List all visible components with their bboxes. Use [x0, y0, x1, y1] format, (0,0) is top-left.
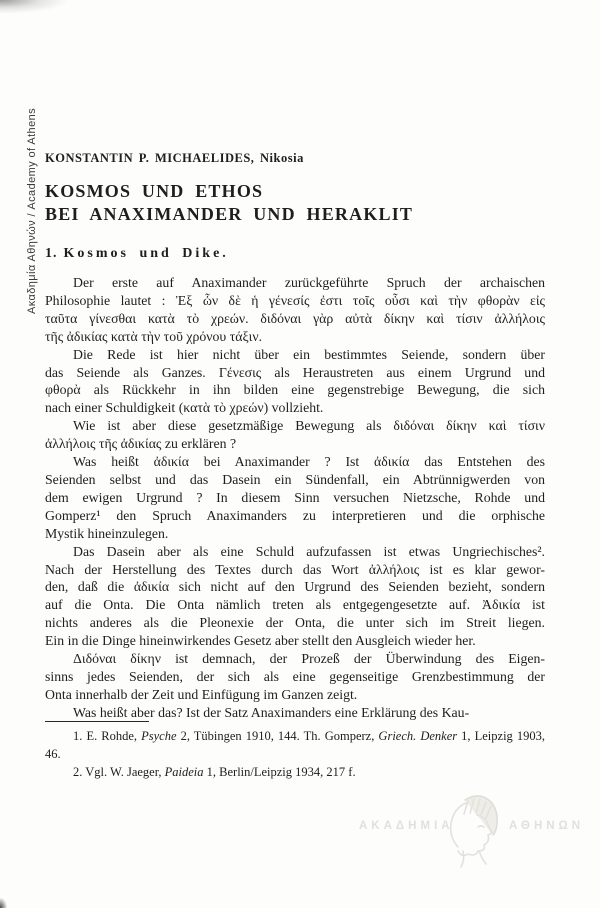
text-line: Was heißt aber das? Ist der Satz Anaximanders eine Erklärung des Kau-: [73, 704, 470, 720]
section-title: Kosmos und Dike.: [63, 246, 229, 261]
text-line: Nach der Herstellung des Textes durch das Wort ἀλλήλοις ist es klar gewor-: [45, 561, 545, 577]
library-stamp-vertical: Ακαδημία Αθηνών / Academy of Athens: [26, 107, 38, 314]
text-line: Wie ist aber diese gesetzmäßige Bewegung als διδόναι δίκην καὶ τίσιν: [73, 418, 545, 434]
paragraph: [45, 704, 545, 722]
title-line-2: BEI ANAXIMANDER UND HERAKLIT: [45, 203, 414, 224]
paragraph: [45, 274, 545, 346]
footnote-2: [45, 763, 545, 781]
footnote-work-title: Griech. Denker: [378, 729, 458, 743]
author-line: KONSTANTIN P. MICHAELIDES, Nikosia: [45, 151, 304, 165]
watermark-text-right: ΑΘΗΝΩΝ: [509, 820, 585, 832]
footnote-text: 1, Berlin/Leipzig 1934, 217 f.: [203, 765, 356, 780]
footnote-text: 2. Vgl. W. Jaeger,: [73, 765, 165, 780]
athena-head-emblem: [432, 790, 510, 870]
section-heading: [45, 246, 550, 262]
title-line-1: KOSMOS UND ETHOS: [45, 181, 264, 201]
text-line: ἀλλήλοις τῆς ἀδικίας zu erklären ?: [45, 436, 237, 452]
footnote-text: 1. E. Rohde,: [73, 729, 142, 743]
text-line: Seienden selbst und das Dasein ein Sündenfall, ein Abtrünnigwerden von: [45, 471, 545, 487]
text-line: Mystik hineinzulegen.: [45, 525, 169, 541]
text-line: Διδόναι δίκην ist demnach, der Prozeß der Überwindung des Eigen-: [73, 651, 545, 667]
text-line: sinns jedes Seienden, der sich als eine gegenseitige Grenzbestimmung der: [45, 668, 545, 684]
text-line: dem ewigen Urgrund ? In diesem Sinn versuchen Nietzsche, Rohde und: [45, 489, 545, 505]
scan-corner-shadow: [0, 0, 70, 14]
text-line: Philosophie lautet : Ἐξ ὧν δὲ ἡ γένεσίς ἐστι τοῖς οὖσι καὶ τὴν φθορὰν εἰς: [45, 292, 545, 308]
footnote-work-title: Psyche: [141, 729, 177, 743]
footnote-text: 2, Tübingen 1910, 144. Th. Gomperz,: [176, 729, 379, 743]
text-line: nichts anderes als die Pleonexie der Onta, die unter sich im Streit liegen.: [45, 615, 545, 631]
text-line: φθορὰ als Rückkehr in ihn bilden eine gegenstrebige Bewegung, die sich: [45, 382, 545, 398]
footnotes: [45, 727, 545, 782]
text-line: Der erste auf Anaximander zurückgeführte Spruch der archaischen: [73, 275, 545, 290]
article-title: [45, 180, 565, 225]
footnote-work-title: Paideia: [164, 765, 204, 780]
text-line: Was heißt ἀδικία bei Anaximander ? Ist ἀδικία das Entstehen des: [73, 454, 545, 470]
footnote-text: 1, Leipzig 1903, 46.: [45, 729, 545, 762]
text-line: Gomperz¹ den Spruch Anaximanders zu interpretieren und die orphische: [45, 507, 545, 523]
watermark-text-left: ΑΚΑΔΗΜΙΑ: [359, 820, 454, 832]
text-line: das Seiende als Ganzes. Γένεσις als Heraustreten aus einem Urgrund und: [45, 364, 545, 380]
text-line: Ein in die Dinge hineinwirkendes Gesetz aber stellt den Ausgleich wieder her.: [45, 633, 476, 649]
text-line: Das Dasein aber als eine Schuld aufzufassen ist etwas Ungriechisches².: [73, 543, 545, 559]
scan-artifact: [0, 898, 7, 908]
text-line: nach einer Schuldigkeit (κατὰ τὸ χρεών) vollzieht.: [45, 400, 324, 416]
paragraph: [45, 453, 545, 543]
text-line: auf die Onta. Die Onta nämlich treten als entgegengesetzte auf. Ἀδικία ist: [45, 597, 545, 613]
paragraph: [45, 346, 545, 418]
text-line: ταῦτα γίνεσθαι κατὰ τὸ χρεών. διδόναι γὰρ αὐτὰ δίκην καὶ τίσιν ἀλλήλοις: [45, 310, 545, 326]
footnote-1: [45, 727, 545, 763]
body-text: [45, 274, 545, 722]
text-line: τῆς ἀδικίας κατὰ τὴν τοῦ χρόνου τάξιν.: [45, 328, 263, 344]
paragraph: [45, 417, 545, 453]
footnote-rule: [45, 721, 149, 722]
section-number: 1.: [45, 246, 58, 261]
text-line: den, daß die ἀδικία sich nicht auf den Urgrund des Seienden bezieht, sondern: [45, 579, 545, 595]
text-line: Die Rede ist hier nicht über ein bestimmtes Seiende, sondern über: [73, 346, 545, 362]
paragraph: [45, 543, 545, 650]
text-line: Onta innerhalb der Zeit und Einfügung im Ganzen zeigt.: [45, 686, 358, 702]
paragraph: [45, 650, 545, 704]
